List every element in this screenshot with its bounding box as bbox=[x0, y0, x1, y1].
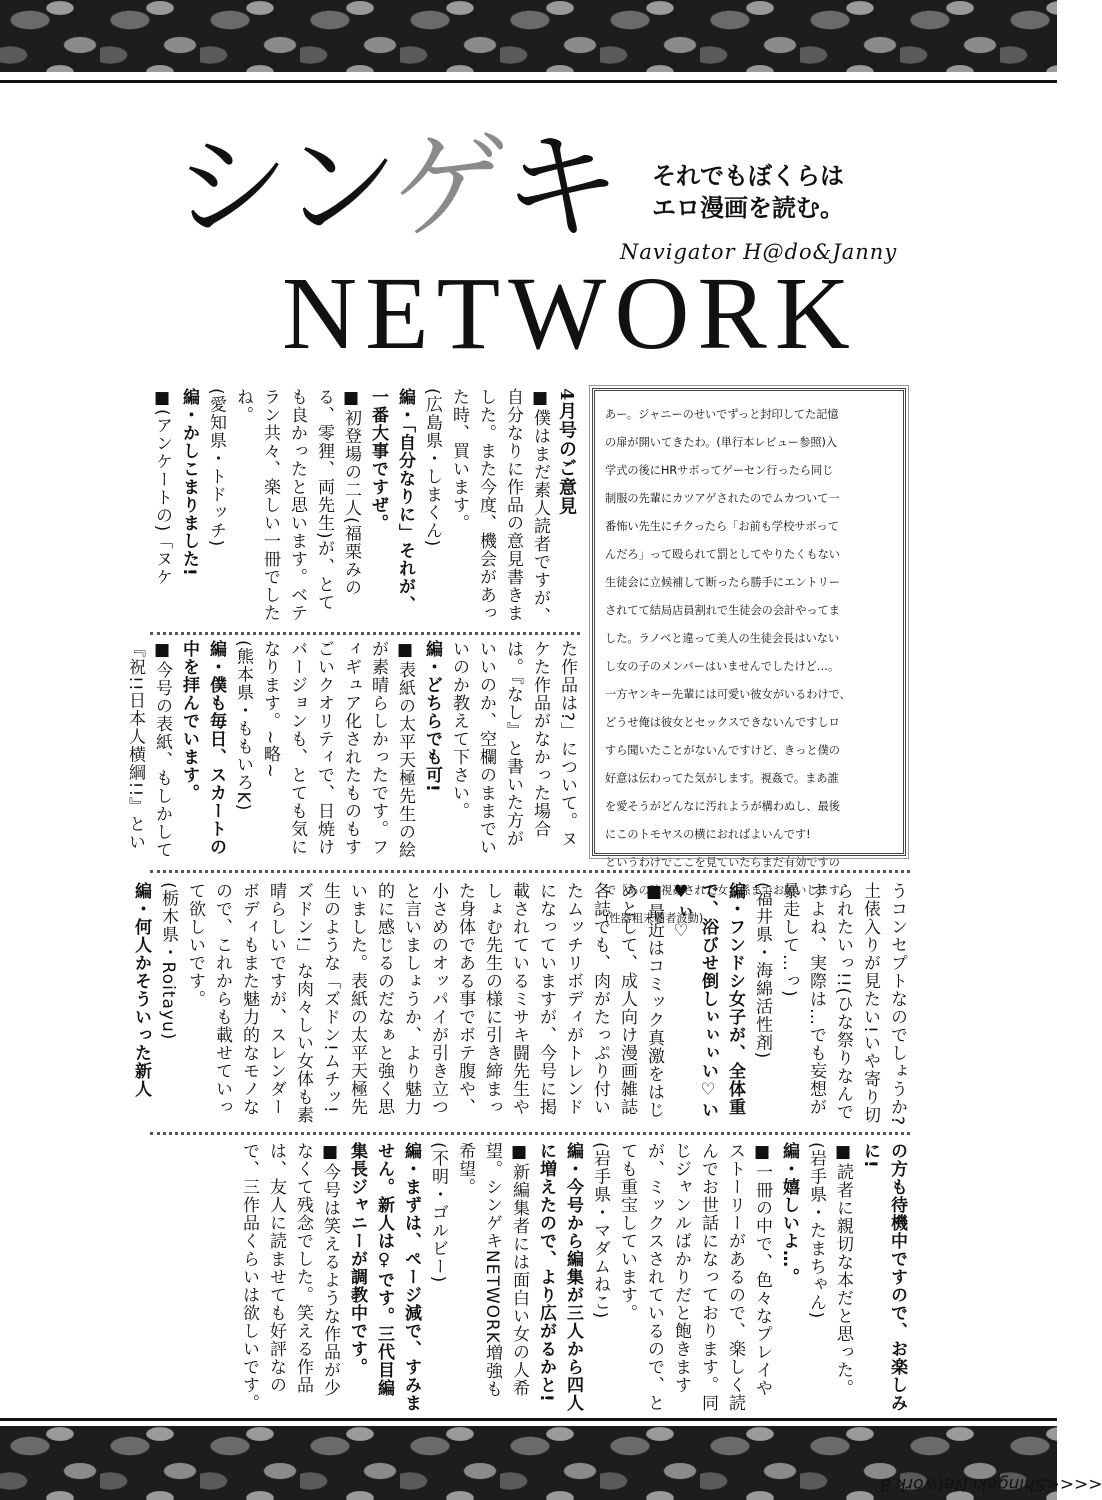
reader-letter: ■僕はまだ素人読者ですが、自分なりに作品の意見書きました。また今度、機会があった時、買います。 bbox=[449, 388, 550, 625]
page-footer: <<<<Shingeki Network 8 bbox=[880, 1474, 1102, 1494]
reader-letter: (福井県・海綿活性剤) bbox=[752, 882, 772, 1060]
dotted-divider bbox=[150, 632, 580, 635]
note-line: 好意は伝わってた気がします。視姦で。まあ誰 bbox=[605, 772, 839, 785]
reader-letter: ■読者に親切な本だと思った。(岩手県・たまちゃん) bbox=[806, 1142, 853, 1397]
note-line: 生徒会に立候補して断ったら勝手にエントリー bbox=[605, 576, 840, 589]
note-line: の扉が開いてきたわ。(単行本レビュー参照)入 bbox=[605, 436, 838, 449]
reader-letter: (不明・ゴルビー) bbox=[428, 1142, 448, 1284]
editor-reply: 編・まずは、ページ減で、すみません。新人は♀です。三代目編集長ジャニーが調教中です。 bbox=[347, 1142, 421, 1412]
tagline-line-1: それでもぼくらは bbox=[652, 162, 844, 190]
note-line: 学式の後にHRサボってゲーセン行ったら同じ bbox=[605, 464, 834, 477]
reader-letter: (熊本県・ももいろK) bbox=[233, 640, 253, 812]
letters-row-3 bbox=[131, 882, 910, 1127]
reader-letter: (栃木県・Roitayu) bbox=[158, 882, 178, 1041]
editor-reply: の方も待機中ですので、お楽しみに! bbox=[860, 1142, 907, 1412]
note-line: されてて結局店員割れで生徒会の会計やってま bbox=[605, 604, 840, 617]
reader-letter: ■今号の表紙、もしかして『祝!!日本人横綱!!』とい bbox=[125, 640, 172, 859]
tagline bbox=[652, 160, 844, 224]
navigator-credit: Navigator H@do&Janny bbox=[620, 240, 898, 264]
top-rule bbox=[0, 80, 1057, 83]
letters-row-2-text bbox=[125, 640, 580, 860]
editor-note-box bbox=[592, 388, 906, 925]
reader-letter: ■新編集者には面白い女の人希望。シンゲキNETWORK増強も希望。 bbox=[455, 1142, 529, 1398]
note-line: あー。ジャニーのせいでずっと封印してた記憶 bbox=[605, 408, 839, 421]
letters-row-1-text bbox=[150, 388, 580, 628]
tagline-line-2: エロ漫画を読む。 bbox=[652, 194, 844, 222]
reader-letter: ■初登場の二人(福栗みのる、零狸、両先生)が、とても良かったと思います。ベテラン共々、楽しい一冊でしたね。 bbox=[233, 388, 361, 622]
letters-row-1 bbox=[150, 388, 580, 628]
title-network: NETWORK bbox=[282, 256, 858, 371]
dotted-divider bbox=[150, 870, 910, 873]
reader-letter: (愛知県・トドッチ) bbox=[206, 388, 226, 548]
editor-reply: 編・何人かそういった新人 bbox=[131, 882, 151, 1098]
note-line: を愛そうがどんなに汚れようが構わぬし、最後 bbox=[605, 800, 840, 813]
reader-letter: ■一冊の中で、色々なプレイやストーリーがあるので、楽しく読んでお世話になっております。同じジャンルばかりだと飽きますが、ミックスされているので、とても重宝しています。 bbox=[617, 1142, 772, 1412]
note-line: すら聞いたことがないんですけど、きっと僕の bbox=[605, 744, 840, 757]
note-line: 制服の先輩にカツアゲされたのでムカついて一 bbox=[605, 492, 840, 505]
top-texture-band bbox=[0, 0, 1057, 72]
reader-letter: ■最近はコミック真激をはじめとして、成人向け漫画雑誌各誌でも、肉がたっぷり付いたムッチリボディがトレンドになっていますが、今号に掲載されているミサキ闘先生やしょむ先生の様に引き締まった身体である事でボテ腹や、小さめのオッパイが引き立つと言いましょうか、より魅力的に感じるのだなぁと強く思いました。表紙の太平天極先生のような「ズドン!ムチッ!ズドン!」な肉々しい女体も素晴らしいですが、スレンダーボディもまた魅力的なモノなので、これからも載せていって欲しいです。 bbox=[185, 882, 664, 1124]
letters-row-2 bbox=[125, 640, 580, 860]
note-line: 番怖い先生にチクったら「お前も学校サボって bbox=[605, 520, 839, 533]
reader-letter: た作品は?」について。ヌケた作品がなかった場合は。『なし』と書いた方がいいのか、空欄のままでいいのか教えて下さい。 bbox=[449, 640, 577, 856]
editor-reply: 編・フンドシ女子が、全体重で、浴びせ倒しぃぃぃい♡い♥ぃ♡ bbox=[671, 882, 745, 1119]
note-line: というわけでここを見ていたらまだ有効ですの bbox=[605, 856, 840, 869]
note-line: んだろ」って殴られて罰としてやりたくもない bbox=[605, 548, 840, 561]
note-line: 一方ヤンキー先輩には可愛い彼女がいるわけで、 bbox=[605, 688, 851, 701]
note-line: にこのトモヤスの横におればよいんです! bbox=[605, 828, 811, 841]
letters-row-4-text bbox=[150, 1142, 910, 1412]
reader-letter: (広島県・しまくん) bbox=[422, 388, 442, 548]
note-line: で「あの時視姦された女」係までお願いします。 bbox=[605, 884, 851, 897]
title-shingeki: シンゲキ bbox=[172, 118, 615, 256]
reader-letter: ■表紙の太平天極先生の絵が素晴らしかったです。フィギュア化されたものもすごいクオリティで、日焼けバージョンも、とても気になります。~略~ bbox=[260, 640, 415, 859]
note-line: どうせ俺は彼女とセックスできないんですしロ bbox=[605, 716, 840, 729]
editor-reply: 編・どちらでも可! bbox=[422, 640, 442, 793]
note-line: (性器粗末覇者波動) bbox=[605, 912, 704, 925]
editor-reply: 編・「自分なりに」それが、一番大事ですぜ。 bbox=[368, 388, 415, 614]
letters-row-4 bbox=[150, 1142, 910, 1412]
letters-row-3-text bbox=[131, 882, 910, 1127]
reader-letter: ■(アンケートの)「ヌケ bbox=[152, 388, 172, 587]
reader-letter: ■今号は笑えるような作品が少なくて残念でした。笑える作品は、友人に読ませても好評なので、三作品くらいは欲しいです。 bbox=[239, 1142, 340, 1412]
reader-letter: (岩手県・マダムねこ) bbox=[590, 1142, 610, 1320]
editor-reply: 編・嬉しいよ…。 bbox=[779, 1142, 799, 1286]
dotted-divider bbox=[150, 1132, 910, 1135]
note-line: し女の子のメンバーはいませんでしたけど…。 bbox=[605, 660, 840, 673]
note-line: した。ラノベと違って美人の生徒会長はいない bbox=[605, 632, 840, 645]
reader-letter: うコンセプトなのでしょうか?土俵入りが見たい!いや寄り切られたいっ!!(ひな祭りなんですよね、実際は…でも妄想が暴走して…っ) bbox=[779, 882, 907, 1127]
section-heading: 4月号のご意見 bbox=[556, 388, 577, 516]
bottom-rule bbox=[0, 1418, 1057, 1421]
editor-reply: 編・かしこまりました! bbox=[179, 388, 199, 577]
editor-reply: 編・今号から編集が三人から四人に増えたので、より広がるかと! bbox=[536, 1142, 583, 1412]
editor-reply: 編・僕も毎日、スカートの中を拝んでいます。 bbox=[179, 640, 226, 856]
